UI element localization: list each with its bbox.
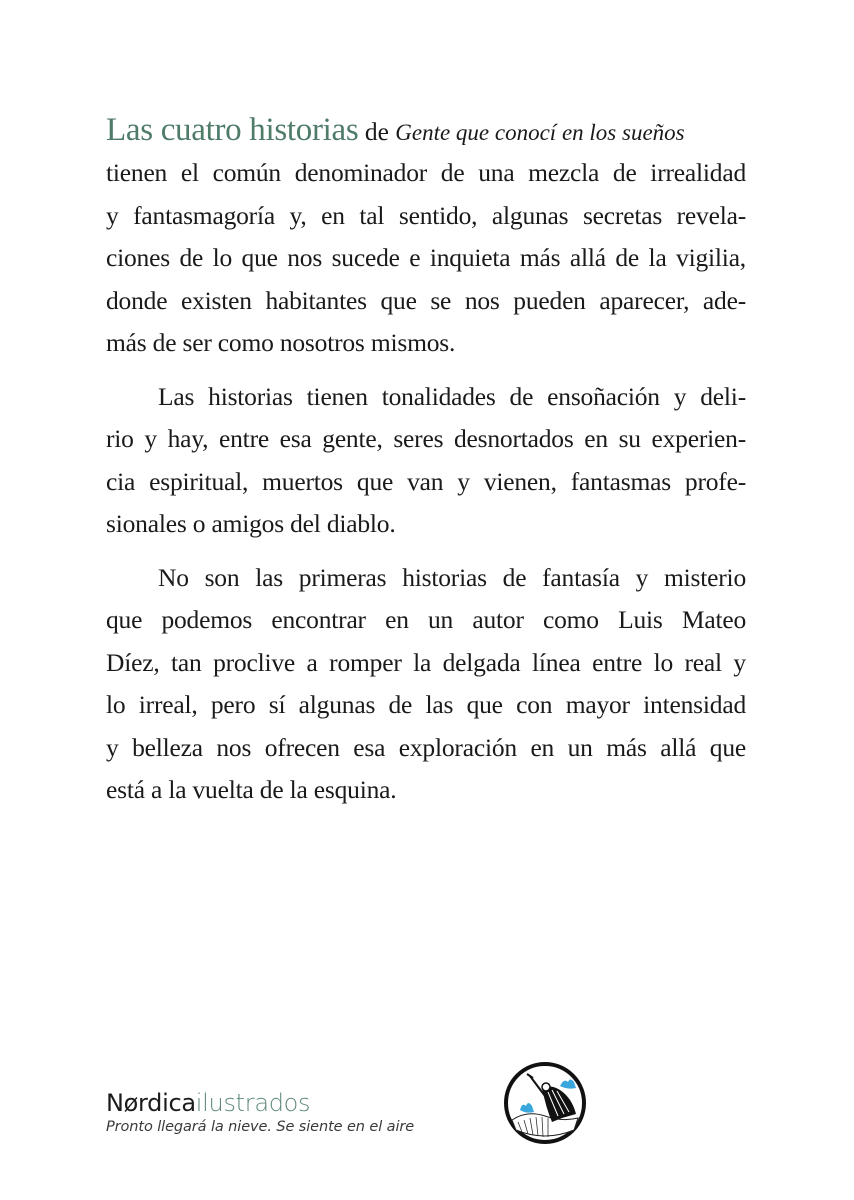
title-accent: Las cuatro historias <box>106 112 359 148</box>
text-line: sionales o amigos del diablo. <box>106 509 396 538</box>
text-line: Díez, tan proclive a romper la delgada línea entre lo real y <box>106 647 746 677</box>
title-connector: de <box>364 117 389 146</box>
text-line: No son las primeras historias de fantasía y misterio <box>158 562 746 592</box>
text-line: está a la vuelta de la esquina. <box>106 775 397 804</box>
book-title: Gente que conocí en los sueños <box>395 120 685 145</box>
back-cover-text <box>106 108 746 812</box>
publisher-emblem-icon <box>502 1060 588 1146</box>
text-line: ciones de lo que nos sucede e inquieta más allá de la vigilia, <box>106 243 746 272</box>
text-line: cia espiritual, muertos que van y vienen, fantasmas profe- <box>106 466 746 496</box>
text-line: tienen el común denominador de una mezcla de irrealidad <box>106 158 746 187</box>
text-line: lo irreal, pero sí algunas de las que con mayor intensidad <box>106 690 746 719</box>
brand-secondary: ilustrados <box>195 1089 311 1117</box>
text-line: Las historias tienen tonalidades de ensoñación y deli- <box>158 381 746 411</box>
intro-line <box>106 108 746 152</box>
paragraph-2 <box>106 376 746 546</box>
paragraph-3 <box>106 557 746 812</box>
publisher-brand <box>106 1089 414 1117</box>
tagline: Pronto llegará la nieve. Se siente en el aire <box>106 1119 415 1135</box>
text-line: y fantasmagoría y, en tal sentido, algunas secretas revela- <box>106 200 746 230</box>
publisher-footer <box>106 1089 414 1135</box>
text-line: que podemos encontrar en un autor como Luis Mateo <box>106 605 746 634</box>
paragraph-1 <box>106 152 746 365</box>
text-line: rio y hay, entre esa gente, seres desnortados en su experien- <box>106 424 746 453</box>
text-line: y belleza nos ofrecen esa exploración en un más allá que <box>106 732 746 762</box>
brand-primary: Nørdica <box>106 1089 196 1117</box>
text-line: donde existen habitantes que se nos pueden aparecer, ade- <box>106 285 746 315</box>
text-line: más de ser como nosotros mismos. <box>106 328 456 357</box>
